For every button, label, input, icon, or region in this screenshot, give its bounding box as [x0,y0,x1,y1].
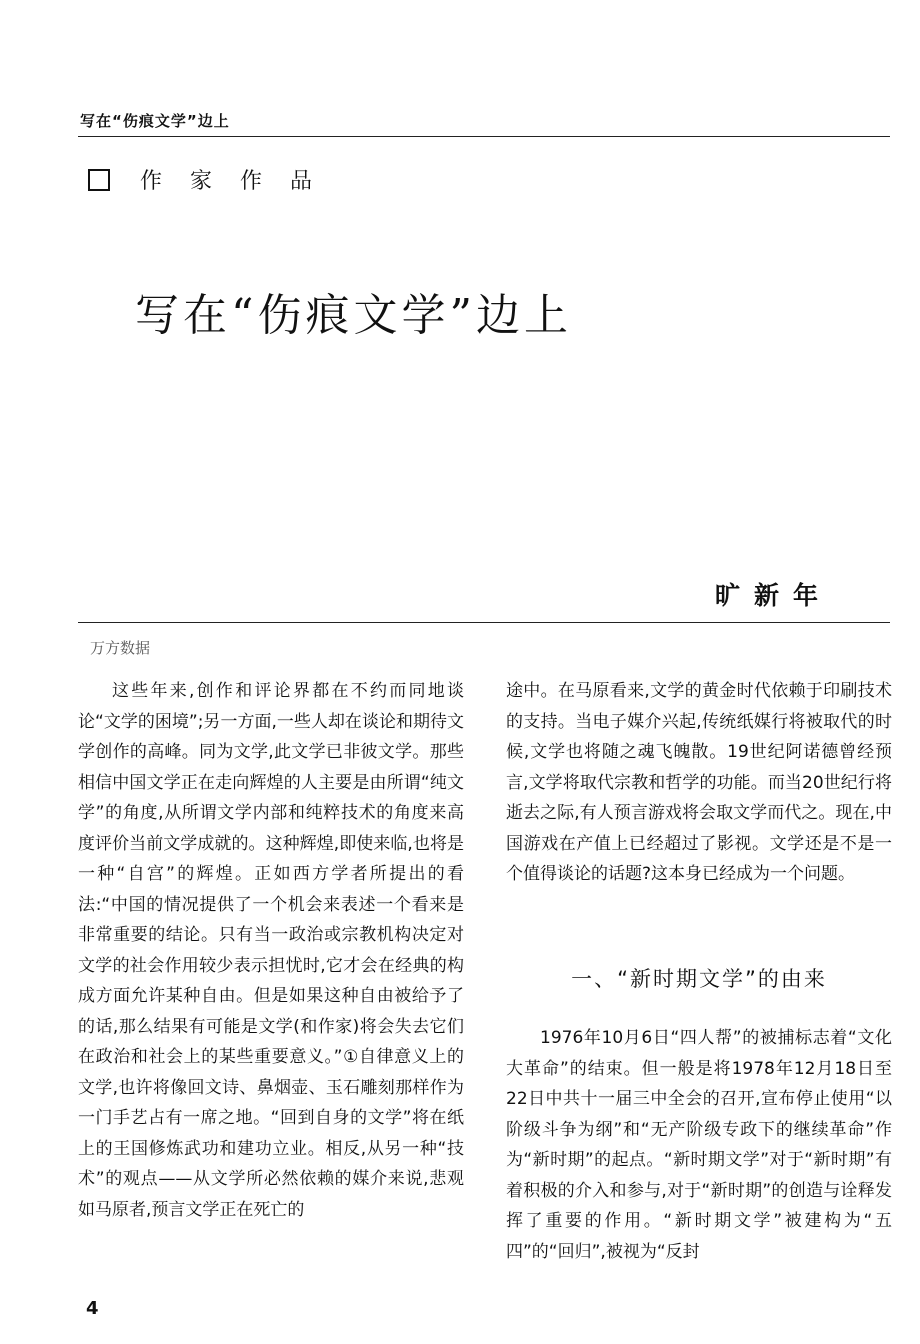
running-head: 写在“伤痕文学”边上 [80,112,230,130]
left-column [78,676,464,1225]
body-paragraph: 这些年来,创作和评论界都在不约而同地谈论“文学的困境”;另一方面,一些人却在谈论和期待文学创作的高峰。同为文学,此文学已非彼文学。那些相信中国文学正在走向辉煌的人主要是由所谓“纯文学”的角度,从所谓文学内部和纯粹技术的角度来高度评价当前文学成就的。这种辉煌,即使来临,也将是一种“自宫”的辉煌。正如西方学者所提出的看法:“中国的情况提供了一个机会来表述一个看来是非常重要的结论。只有当一政治或宗教机构决定对文学的社会作用较少表示担忧时,它才会在经典的构成方面允许某种自由。但是如果这种自由被给予了的话,那么结果有可能是文学(和作家)将会失去它们在政治和社会上的某些重要意义。”①自律意义上的文学,也许将像回文诗、鼻烟壶、玉石雕刻那样作为一门手艺占有一席之地。“回到自身的文学”将在纸上的王国修炼武功和建功立业。相反,从另一种“技术”的观点——从文学所必然依赖的媒介来说,悲观如马原者,预言文学正在死亡的 [78,681,464,1220]
section-label [88,164,340,195]
page-number: 4 [86,1298,99,1319]
body-paragraph: 1976年10月6日“四人帮”的被捕标志着“文化大革命”的结束。但一般是将1978年12月18日至22日中共十一届三中全会的召开,宣布停止使用“以阶级斗争为纲”和“无产阶级专政下的继续革命”作为“新时期”的起点。“新时期文学”对于“新时期”有着积极的介入和参与,对于“新时期”的创造与诠释发挥了重要的作用。“新时期文学”被建构为“五四”的“回归”,被视为“反封 [506,1028,892,1262]
section-label-text: 作家作品 [140,169,341,194]
body-paragraph-continued: 途中。在马原看来,文学的黄金时代依赖于印刷技术的支持。当电子媒介兴起,传统纸媒行将被取代的时候,文学也将随之魂飞魄散。19世纪阿诺德曾经预言,文学将取代宗教和哲学的功能。而当20世纪行将逝去之际,有人预言游戏将会取文学而代之。现在,中国游戏在产值上已经超过了影视。文学还是不是一个值得谈论的话题?这本身已经成为一个问题。 [506,681,892,884]
title-rule [78,622,890,623]
section-box-icon [88,169,110,191]
header-rule [78,136,890,137]
right-column-top [506,676,892,890]
section-subheading: 一、“新时期文学”的由来 [571,967,827,991]
author-name: 旷新年 [714,581,832,610]
article-title: 写在“伤痕文学”边上 [135,290,572,342]
right-column-bottom [506,1023,892,1267]
watermark: 万方数据 [90,639,151,657]
